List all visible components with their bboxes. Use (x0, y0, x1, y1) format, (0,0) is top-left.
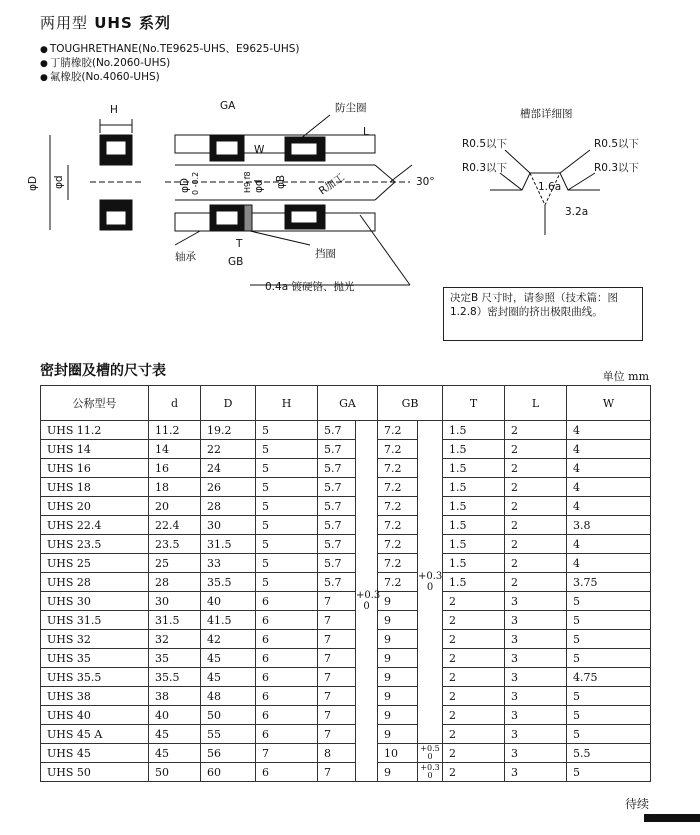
table-cell: 33 (201, 554, 256, 573)
table-cell: 5 (567, 592, 651, 611)
table-cell: 5.7 (318, 440, 356, 459)
table-cell: 7 (318, 668, 356, 687)
table-cell: 3 (505, 706, 567, 725)
table-cell: 2 (443, 592, 505, 611)
dim-phiD-groove-label: φD (179, 177, 191, 193)
table-cell: 2 (443, 649, 505, 668)
table-cell: 6 (256, 763, 318, 782)
table-cell: 50 (149, 763, 201, 782)
table-cell: 40 (149, 706, 201, 725)
table-row (41, 725, 651, 744)
table-row (41, 649, 651, 668)
table-cell: 28 (149, 573, 201, 592)
seal-cross-section-left (90, 119, 142, 230)
table-cell: 3 (505, 725, 567, 744)
table-cell: 45 (201, 649, 256, 668)
dim-tolerance-label: 0 -0.2 (191, 171, 200, 195)
table-cell: 6 (256, 630, 318, 649)
table-cell: 5 (256, 440, 318, 459)
dim-GA-label: GA (220, 100, 236, 112)
dim-L-label: L (363, 126, 369, 138)
table-cell: 6 (256, 611, 318, 630)
table-cell: 7.2 (378, 440, 418, 459)
gb-tolerance-cell: +0.3 0 (418, 763, 443, 782)
table-cell: 3 (505, 744, 567, 763)
dim-phiB-label: φB (275, 174, 287, 189)
table-cell: 45 (149, 725, 201, 744)
table-cell: 2 (443, 668, 505, 687)
table-cell: 6 (256, 725, 318, 744)
table-body (41, 421, 651, 782)
table-cell: 5.7 (318, 554, 356, 573)
table-row (41, 592, 651, 611)
table-cell: UHS 38 (41, 687, 149, 706)
table-cell: 5.7 (318, 497, 356, 516)
table-cell: UHS 18 (41, 478, 149, 497)
table-cell: 5.7 (318, 421, 356, 440)
table-cell: 7.2 (378, 459, 418, 478)
table-row (41, 763, 651, 782)
chamfer-angle-label: 30° (416, 176, 435, 188)
table-title: 密封圈及槽的尺寸表 (40, 363, 166, 379)
table-cell: 3.75 (567, 573, 651, 592)
table-cell: 35.5 (201, 573, 256, 592)
table-cell: 42 (201, 630, 256, 649)
table-cell: 9 (378, 687, 418, 706)
table-cell: 56 (201, 744, 256, 763)
table-cell: 5 (256, 497, 318, 516)
table-cell: UHS 32 (41, 630, 149, 649)
table-cell: 4.75 (567, 668, 651, 687)
table-cell: 2 (505, 421, 567, 440)
table-cell: 5.7 (318, 535, 356, 554)
table-cell: 60 (201, 763, 256, 782)
table-cell: 5 (567, 763, 651, 782)
table-cell: 7 (318, 763, 356, 782)
radius-label: R加工 (316, 171, 347, 198)
table-cell: 7 (318, 630, 356, 649)
table-cell: 26 (201, 478, 256, 497)
roughness-1-6-label: 1.6a (538, 181, 562, 193)
table-cell: UHS 50 (41, 763, 149, 782)
gb-tolerance-cell: +0.3 0 (418, 421, 443, 744)
table-cell: UHS 30 (41, 592, 149, 611)
table-cell: 7.2 (378, 535, 418, 554)
table-cell: 1.5 (443, 459, 505, 478)
table-cell: UHS 16 (41, 459, 149, 478)
table-cell: 7.2 (378, 497, 418, 516)
table-cell: 2 (505, 459, 567, 478)
table-cell: 28 (201, 497, 256, 516)
table-cell: 9 (378, 725, 418, 744)
table-cell: 9 (378, 763, 418, 782)
table-cell: 6 (256, 687, 318, 706)
table-cell: 5 (256, 573, 318, 592)
header-cell: GB (378, 386, 443, 421)
table-cell: 1.5 (443, 478, 505, 497)
header-cell: 公称型号 (41, 386, 149, 421)
dimension-table (40, 385, 651, 782)
table-cell: 35 (149, 649, 201, 668)
radius-note-left-1: R0.5以下 (462, 138, 507, 150)
table-row (41, 554, 651, 573)
radius-note-right-2: R0.3以下 (594, 162, 639, 174)
table-cell: 4 (567, 459, 651, 478)
table-cell: 7 (318, 687, 356, 706)
material-item: ● 氟橡胶(No.4060-UHS) (40, 70, 160, 85)
header-cell: L (505, 386, 567, 421)
table-cell: 9 (378, 649, 418, 668)
dim-phid-label: φd (53, 175, 65, 189)
table-cell: 41.5 (201, 611, 256, 630)
table-cell: 5 (567, 611, 651, 630)
table-cell: 25 (149, 554, 201, 573)
table-cell: 8 (318, 744, 356, 763)
header-cell: W (567, 386, 651, 421)
table-cell: 22.4 (149, 516, 201, 535)
table-cell: 7 (318, 611, 356, 630)
table-cell: UHS 35.5 (41, 668, 149, 687)
table-row (41, 421, 651, 440)
table-cell: UHS 28 (41, 573, 149, 592)
dim-T-label: T (236, 238, 243, 250)
table-cell: 55 (201, 725, 256, 744)
table-cell: 9 (378, 668, 418, 687)
table-cell: 6 (256, 592, 318, 611)
table-row (41, 440, 651, 459)
fit-tolerance-label: H9 f8 (243, 171, 252, 193)
table-cell: 5 (256, 459, 318, 478)
table-cell: 7 (318, 725, 356, 744)
dim-H-label: H (110, 104, 118, 116)
header-cell: GA (318, 386, 378, 421)
header-cell: d (149, 386, 201, 421)
bearing-label: 轴承 (175, 251, 196, 263)
table-cell: 3 (505, 649, 567, 668)
table-cell: 2 (443, 706, 505, 725)
table-cell: 3 (505, 668, 567, 687)
dust-seal-label: 防尘圈 (335, 102, 367, 114)
page-title: 两用型 UHS 系列 (40, 14, 172, 32)
table-cell: 18 (149, 478, 201, 497)
table-row (41, 744, 651, 763)
table-cell: 3 (505, 763, 567, 782)
groove-detail-title: 槽部详细图 (520, 108, 573, 120)
table-cell: UHS 11.2 (41, 421, 149, 440)
table-cell: 23.5 (149, 535, 201, 554)
table-row (41, 459, 651, 478)
table-cell: 4 (567, 535, 651, 554)
table-row (41, 687, 651, 706)
table-cell: 5 (256, 478, 318, 497)
material-item: ● TOUGHRETHANE(No.TE9625-UHS、E9625-UHS) (40, 42, 300, 57)
table-cell: 7 (256, 744, 318, 763)
table-cell: 9 (378, 592, 418, 611)
dim-W-label: W (254, 144, 265, 156)
table-cell: 1.5 (443, 573, 505, 592)
table-cell: 5.7 (318, 516, 356, 535)
table-cell: 35.5 (149, 668, 201, 687)
table-cell: 4 (567, 554, 651, 573)
table-cell: 24 (201, 459, 256, 478)
table-cell: 2 (443, 763, 505, 782)
table-cell: 5.7 (318, 478, 356, 497)
dim-GB-label: GB (228, 256, 244, 268)
table-cell: 5 (256, 535, 318, 554)
table-cell: UHS 14 (41, 440, 149, 459)
table-cell: 40 (201, 592, 256, 611)
table-cell: 1.5 (443, 535, 505, 554)
table-cell: 3 (505, 592, 567, 611)
ga-tolerance-cell: +0.3 0 (356, 421, 378, 782)
table-cell: 7 (318, 592, 356, 611)
table-cell: 45 (149, 744, 201, 763)
table-cell: 6 (256, 706, 318, 725)
table-cell: 5 (567, 630, 651, 649)
table-cell: 5 (567, 687, 651, 706)
table-cell: 2 (505, 554, 567, 573)
table-cell: 5.5 (567, 744, 651, 763)
table-cell: 2 (505, 497, 567, 516)
table-cell: 32 (149, 630, 201, 649)
table-cell: 20 (149, 497, 201, 516)
table-cell: 19.2 (201, 421, 256, 440)
table-cell: 5 (567, 649, 651, 668)
table-cell: 22 (201, 440, 256, 459)
material-item: ● 丁腈橡胶(No.2060-UHS) (40, 56, 170, 71)
table-cell: 1.5 (443, 497, 505, 516)
table-cell: 45 (201, 668, 256, 687)
table-cell: 2 (443, 611, 505, 630)
table-cell: 38 (149, 687, 201, 706)
table-row (41, 478, 651, 497)
header-cell: T (443, 386, 505, 421)
table-cell: 5 (567, 706, 651, 725)
table-cell: 11.2 (149, 421, 201, 440)
table-cell: 7.2 (378, 421, 418, 440)
continued-label: 待续 (624, 797, 649, 811)
table-cell: 1.5 (443, 516, 505, 535)
table-cell: 5 (567, 725, 651, 744)
table-row (41, 668, 651, 687)
table-cell: 7.2 (378, 478, 418, 497)
table-cell: 2 (505, 478, 567, 497)
table-cell: UHS 31.5 (41, 611, 149, 630)
table-cell: 9 (378, 611, 418, 630)
table-cell: 4 (567, 497, 651, 516)
table-cell: 7.2 (378, 516, 418, 535)
table-cell: 5.7 (318, 459, 356, 478)
table-row (41, 573, 651, 592)
table-cell: 50 (201, 706, 256, 725)
table-cell: 7 (318, 649, 356, 668)
table-cell: 5 (256, 516, 318, 535)
table-cell: 6 (256, 668, 318, 687)
table-row (41, 535, 651, 554)
design-note: 决定B 尺寸时，请参照（技术篇：图1.2.8）密封圈的挤出极限曲线。 (443, 287, 643, 341)
table-cell: 2 (443, 725, 505, 744)
table-cell: 9 (378, 630, 418, 649)
table-cell: 9 (378, 706, 418, 725)
table-cell: 48 (201, 687, 256, 706)
surface-finish-label: 0.4a 镀硬铬、抛光 (265, 281, 355, 293)
table-cell: UHS 25 (41, 554, 149, 573)
table-cell: UHS 45 (41, 744, 149, 763)
table-cell: 2 (505, 516, 567, 535)
table-cell: 5 (256, 554, 318, 573)
table-cell: 16 (149, 459, 201, 478)
table-cell: 2 (443, 630, 505, 649)
table-row (41, 516, 651, 535)
table-cell: 2 (505, 440, 567, 459)
dim-phiD-label: φD (27, 175, 39, 191)
table-cell: 7 (318, 706, 356, 725)
header-cell: H (256, 386, 318, 421)
table-cell: 3 (505, 611, 567, 630)
table-cell: 7.2 (378, 554, 418, 573)
table-cell: 3 (505, 630, 567, 649)
radius-note-right-1: R0.5以下 (594, 138, 639, 150)
table-cell: 1.5 (443, 554, 505, 573)
table-cell: 3 (505, 687, 567, 706)
dim-phid-rod-label: φd (253, 179, 265, 193)
table-cell: UHS 23.5 (41, 535, 149, 554)
housing-assembly (165, 135, 410, 231)
table-cell: 31.5 (149, 611, 201, 630)
table-cell: 4 (567, 421, 651, 440)
table-cell: UHS 40 (41, 706, 149, 725)
table-cell: 10 (378, 744, 418, 763)
table-cell: 4 (567, 478, 651, 497)
table-cell: UHS 45 A (41, 725, 149, 744)
table-row (41, 611, 651, 630)
radius-note-left-2: R0.3以下 (462, 162, 507, 174)
table-cell: UHS 35 (41, 649, 149, 668)
table-cell: 7.2 (378, 573, 418, 592)
unit-label: 单位 mm (602, 370, 649, 383)
table-cell: 31.5 (201, 535, 256, 554)
gb-tolerance-cell: +0.5 0 (418, 744, 443, 763)
table-row (41, 706, 651, 725)
table-cell: UHS 20 (41, 497, 149, 516)
page-marker (644, 814, 700, 822)
backup-ring-label: 挡圈 (315, 248, 336, 260)
table-cell: 2 (443, 687, 505, 706)
table-cell: 1.5 (443, 421, 505, 440)
table-header-row (41, 386, 651, 421)
table-cell: 30 (201, 516, 256, 535)
table-row (41, 630, 651, 649)
table-cell: 3.8 (567, 516, 651, 535)
roughness-3-2-label: 3.2a (565, 206, 589, 218)
table-cell: 2 (505, 535, 567, 554)
table-cell: UHS 22.4 (41, 516, 149, 535)
table-cell: 30 (149, 592, 201, 611)
table-cell: 2 (443, 744, 505, 763)
table-cell: 5.7 (318, 573, 356, 592)
header-cell: D (201, 386, 256, 421)
table-cell: 4 (567, 440, 651, 459)
table-cell: 2 (505, 573, 567, 592)
table-cell: 5 (256, 421, 318, 440)
table-cell: 1.5 (443, 440, 505, 459)
table-row (41, 497, 651, 516)
table-cell: 14 (149, 440, 201, 459)
table-cell: 6 (256, 649, 318, 668)
